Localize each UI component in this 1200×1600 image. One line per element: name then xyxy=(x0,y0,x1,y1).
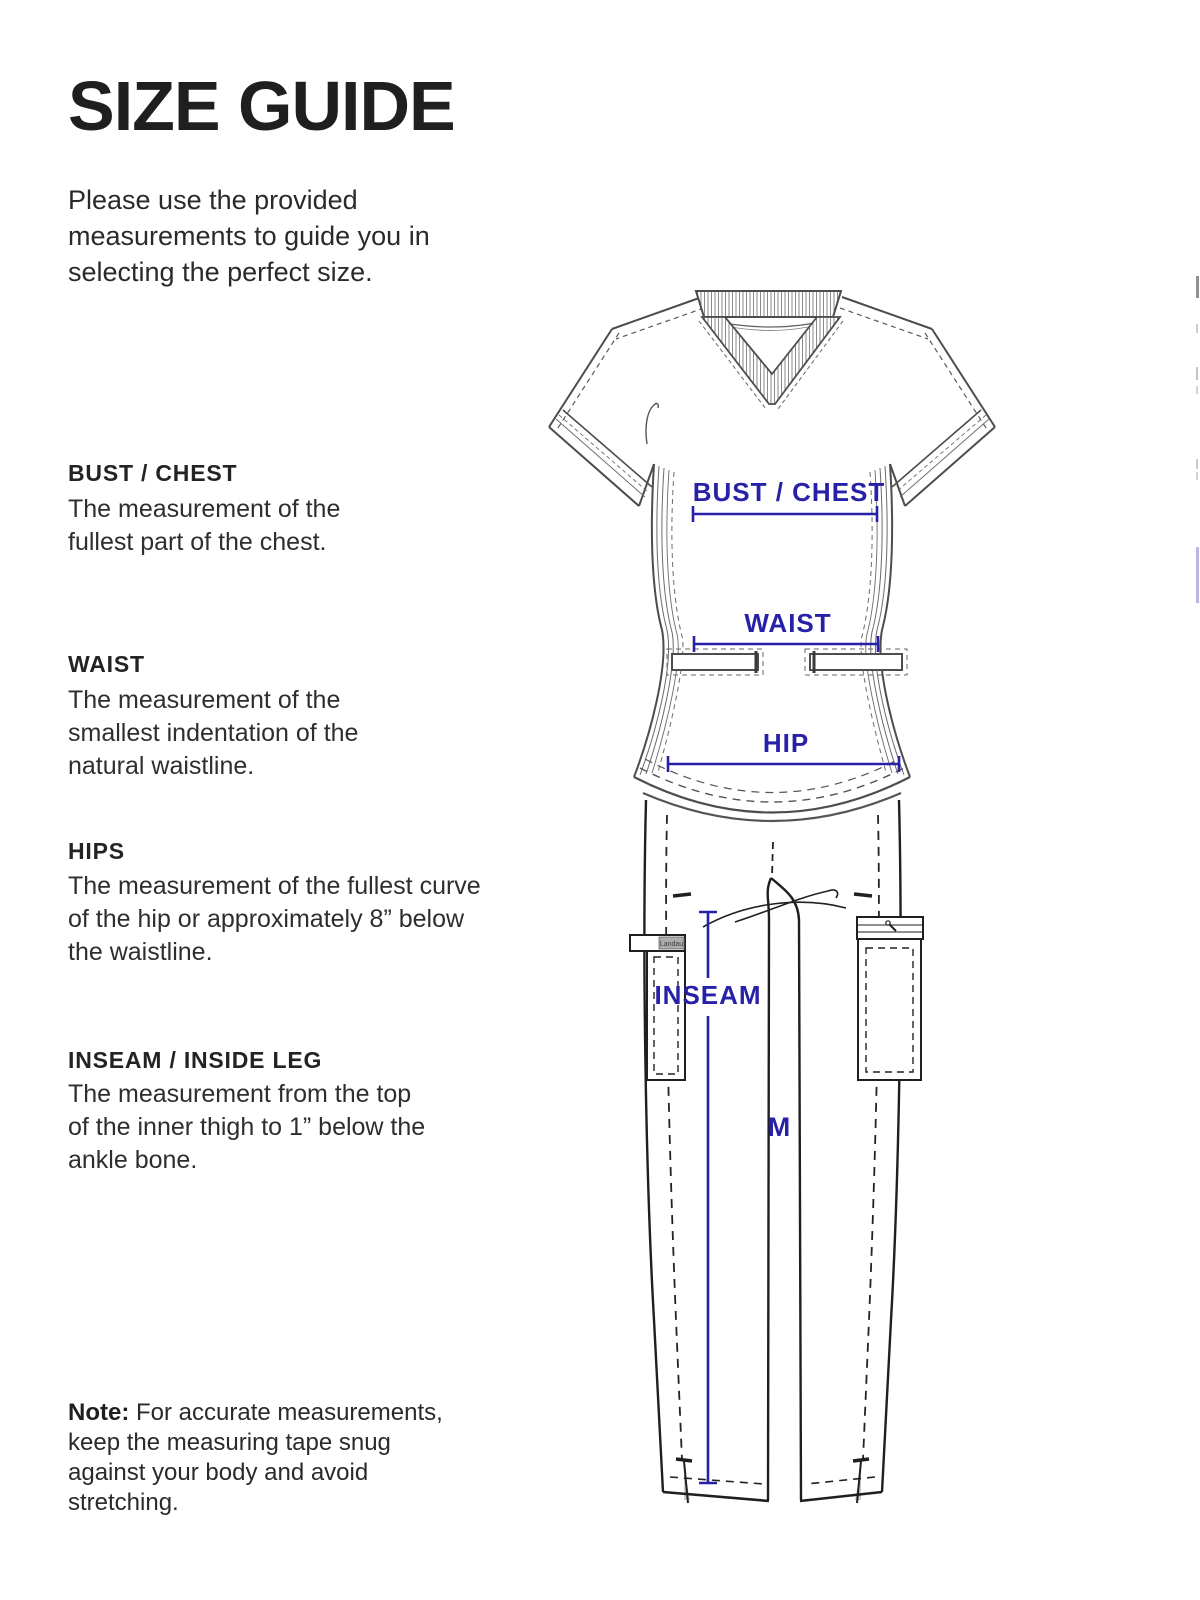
section-heading-inseam: INSEAM / INSIDE LEG xyxy=(68,1047,323,1073)
note-label: Note: xyxy=(68,1399,130,1426)
page-title: SIZE GUIDE xyxy=(68,67,455,145)
waist-label: WAIST xyxy=(744,608,832,638)
hip-label: HIP xyxy=(762,728,810,758)
bust-label: BUST / CHEST xyxy=(692,477,886,507)
section-body-inseam: The measurement from the top of the inner thigh to 1” below the ankle bone. xyxy=(68,1080,426,1174)
section-body-bust: The measurement of the fullest part of the chest. xyxy=(68,495,341,556)
right-cargo-pocket xyxy=(857,917,923,1080)
section-body-waist: The measurement of the smallest indentation of the natural waistline. xyxy=(68,686,359,780)
brand-tag-label: Landau xyxy=(659,941,684,948)
section-body-hips: The measurement of the fullest curve of the hip or approximately 8” below the waistline. xyxy=(68,872,481,966)
intro-text: Please use the provided measurements to guide you in selecting the perfect size. xyxy=(68,185,430,287)
note-body: For accurate measurements, keep the measuring tape snug against your body and avoid stretching. xyxy=(68,1399,443,1516)
section-heading-bust: BUST / CHEST xyxy=(68,460,238,486)
section-heading-hips: HIPS xyxy=(68,838,125,864)
size-label: M xyxy=(767,1112,791,1142)
inseam-label: INSEAM xyxy=(654,980,762,1010)
section-heading-waist: WAIST xyxy=(68,651,145,677)
right-edge-artifacts xyxy=(1196,276,1199,603)
scrub-pants-illustration xyxy=(630,793,923,1503)
